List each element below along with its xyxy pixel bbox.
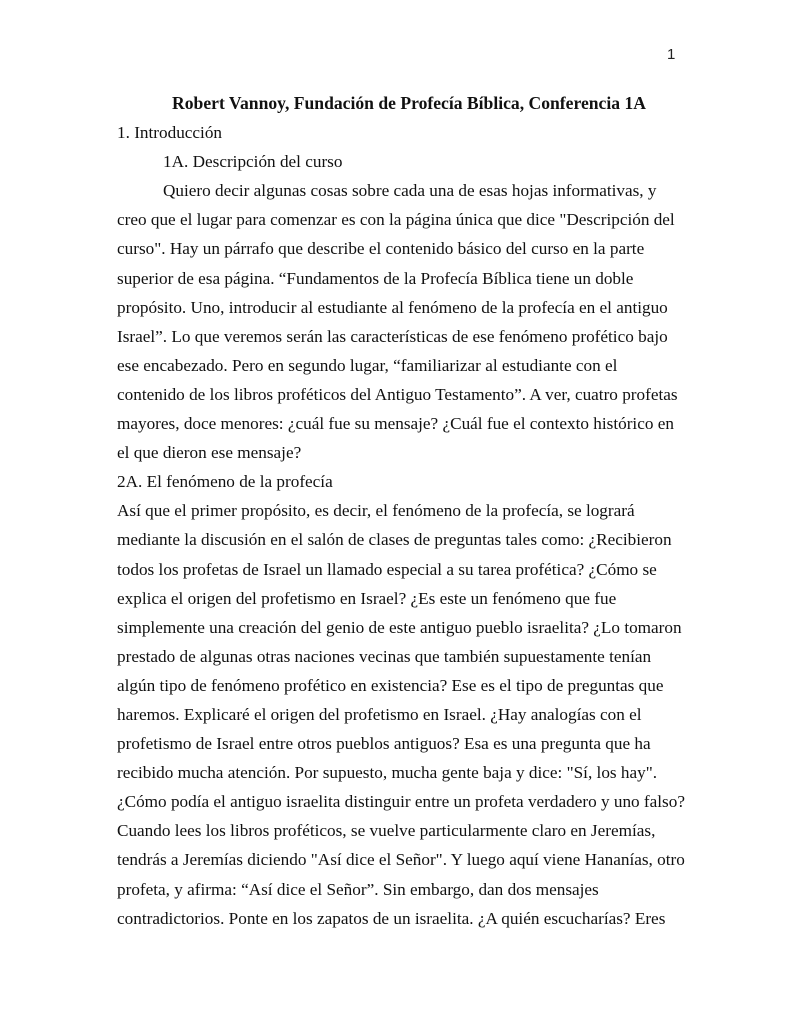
paragraph-line: mediante la discusión en el salón de clases de preguntas tales como: ¿Recibieron [117,530,672,550]
paragraph-line: ¿Cómo podía el antiguo israelita distinguir entre un profeta verdadero y uno falso? [117,792,685,812]
paragraph-line: Así que el primer propósito, es decir, el fenómeno de la profecía, se logrará [117,501,635,521]
paragraph-line: profeta, y afirma: “Así dice el Señor”. Sin embargo, dan dos mensajes [117,879,599,899]
paragraph-line: profetismo de Israel entre otros pueblos antiguos? Esa es una pregunta que ha [117,734,651,754]
paragraph-line: haremos. Explicaré el origen del profetismo en Israel. ¿Hay analogías con el [117,704,642,724]
paragraph-fenomeno-de-la-profecia [117,496,697,932]
paragraph-line: explica el origen del profetismo en Israel? ¿Es este un fenómeno que fue [117,588,617,608]
paragraph-line: contradictorios. Ponte en los zapatos de un israelita. ¿A quién escucharías? Eres [117,908,666,928]
paragraph-line: mayores, doce menores: ¿cuál fue su mensaje? ¿Cuál fue el contexto histórico en [117,414,674,434]
paragraph-line: recibido mucha atención. Por supuesto, mucha gente baja y dice: "Sí, los hay". [117,763,658,783]
subsection-heading-descripcion-del-curso: 1A. Descripción del curso [163,152,343,172]
paragraph-line: Israel”. Lo que veremos serán las características de ese fenómeno profético bajo [117,326,668,346]
paragraph-line: simplemente una creación del genio de este antiguo pueblo israelita? ¿Lo tomaron [117,617,682,637]
paragraph-line: todos los profetas de Israel un llamado especial a su tarea profética? ¿Cómo se [117,559,657,579]
paragraph-line: propósito. Uno, introducir al estudiante al fenómeno de la profecía en el antiguo [117,297,668,317]
paragraph-line: ese encabezado. Pero en segundo lugar, “familiarizar al estudiante con el [117,355,618,375]
paragraph-line: creo que el lugar para comenzar es con la página única que dice "Descripción del [117,210,675,230]
document-title: Robert Vannoy, Fundación de Profecía Bíblica, Conferencia 1A [172,93,646,113]
paragraph-descripcion-del-curso [117,176,697,467]
paragraph-line: prestado de algunas otras naciones vecinas que también supuestamente tenían [117,646,652,666]
document-body [117,89,697,933]
paragraph-line: tendrás a Jeremías diciendo "Así dice el Señor". Y luego aquí viene Hananías, otro [117,850,685,870]
section-heading-introduccion: 1. Introducción [117,123,223,143]
paragraph-line: Quiero decir algunas cosas sobre cada una de esas hojas informativas, y [163,181,657,201]
paragraph-line: algún tipo de fenómeno profético en existencia? Ese es el tipo de preguntas que [117,675,664,695]
paragraph-line: superior de esa página. “Fundamentos de la Profecía Bíblica tiene un doble [117,268,634,288]
subsection-heading-fenomeno-de-la-profecia: 2A. El fenómeno de la profecía [117,472,333,492]
paragraph-line: contenido de los libros proféticos del Antiguo Testamento”. A ver, cuatro profetas [117,384,678,404]
paragraph-line: Cuando lees los libros proféticos, se vuelve particularmente claro en Jeremías, [117,821,656,841]
page-number: 1 [667,46,676,63]
paragraph-line: el que dieron ese mensaje? [117,443,302,463]
paragraph-line: curso". Hay un párrafo que describe el contenido básico del curso en la parte [117,239,645,259]
